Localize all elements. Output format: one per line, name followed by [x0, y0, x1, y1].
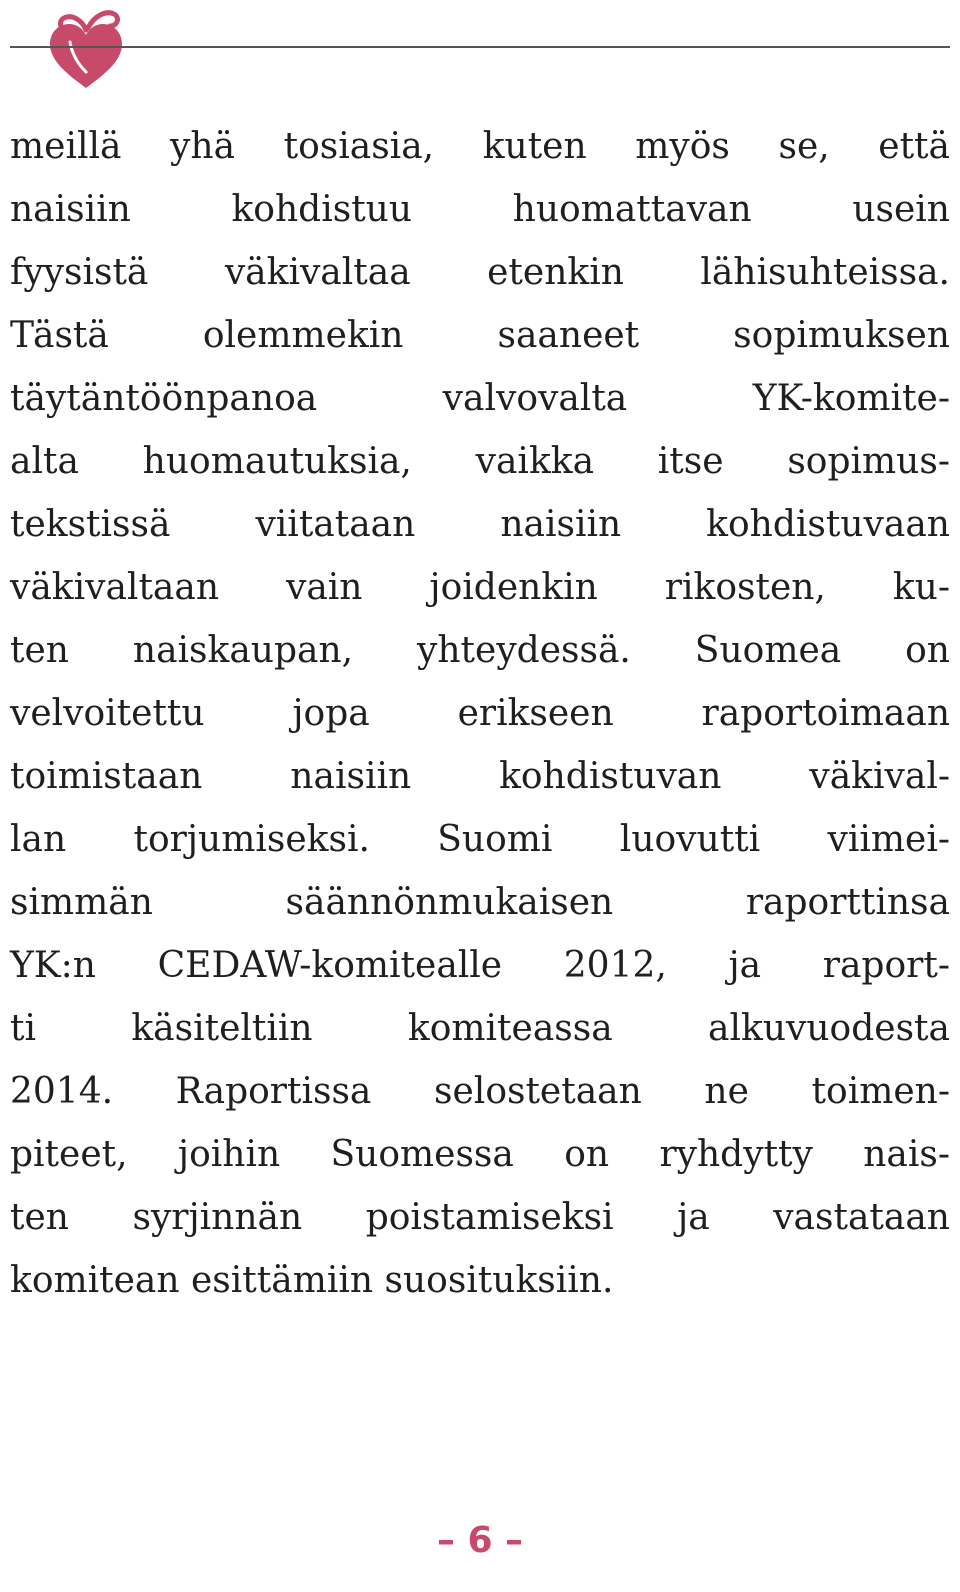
- text-line: väkivaltaan vain joidenkin rikosten, ku-: [10, 567, 950, 608]
- text-line: ten naiskaupan, yhteydessä. Suomea on: [10, 630, 950, 671]
- text-line: alta huomautuksia, vaikka itse sopimus-: [10, 441, 950, 482]
- text-line: tekstissä viitataan naisiin kohdistuvaan: [10, 504, 950, 545]
- text-line: ti käsiteltiin komiteassa alkuvuodesta: [10, 1008, 950, 1049]
- text-line: lan torjumiseksi. Suomi luovutti viimei-: [10, 819, 950, 860]
- text-line: täytäntöönpanoa valvovalta YK-komite-: [10, 378, 950, 419]
- text-line: Tästä olemmekin saaneet sopimuksen: [10, 315, 950, 356]
- text-line: 2014. Raportissa selostetaan ne toimen-: [10, 1071, 950, 1112]
- text-line: meillä yhä tosiasia, kuten myös se, että: [10, 126, 950, 167]
- text-line: ten syrjinnän poistamiseksi ja vastataan: [10, 1197, 950, 1238]
- text-line: komitean esittämiin suosituksiin.: [10, 1260, 614, 1301]
- heart-swirl-icon: [40, 6, 132, 92]
- text-line: piteet, joihin Suomessa on ryhdytty nais-: [10, 1134, 950, 1175]
- header-divider: [10, 46, 950, 48]
- body-paragraph: [10, 115, 950, 1312]
- text-line: YK:n CEDAW-komitealle 2012, ja raport-: [10, 945, 950, 986]
- text-line: naisiin kohdistuu huomattavan usein: [10, 189, 950, 230]
- text-line: velvoitettu jopa erikseen raportoimaan: [10, 693, 950, 734]
- text-line: fyysistä väkivaltaa etenkin lähisuhteissa.: [10, 252, 950, 293]
- page-header: [0, 0, 960, 100]
- page-number: – 6 –: [436, 1520, 524, 1561]
- text-line: toimistaan naisiin kohdistuvan väkival-: [10, 756, 950, 797]
- text-line: simmän säännönmukaisen raporttinsa: [10, 882, 950, 923]
